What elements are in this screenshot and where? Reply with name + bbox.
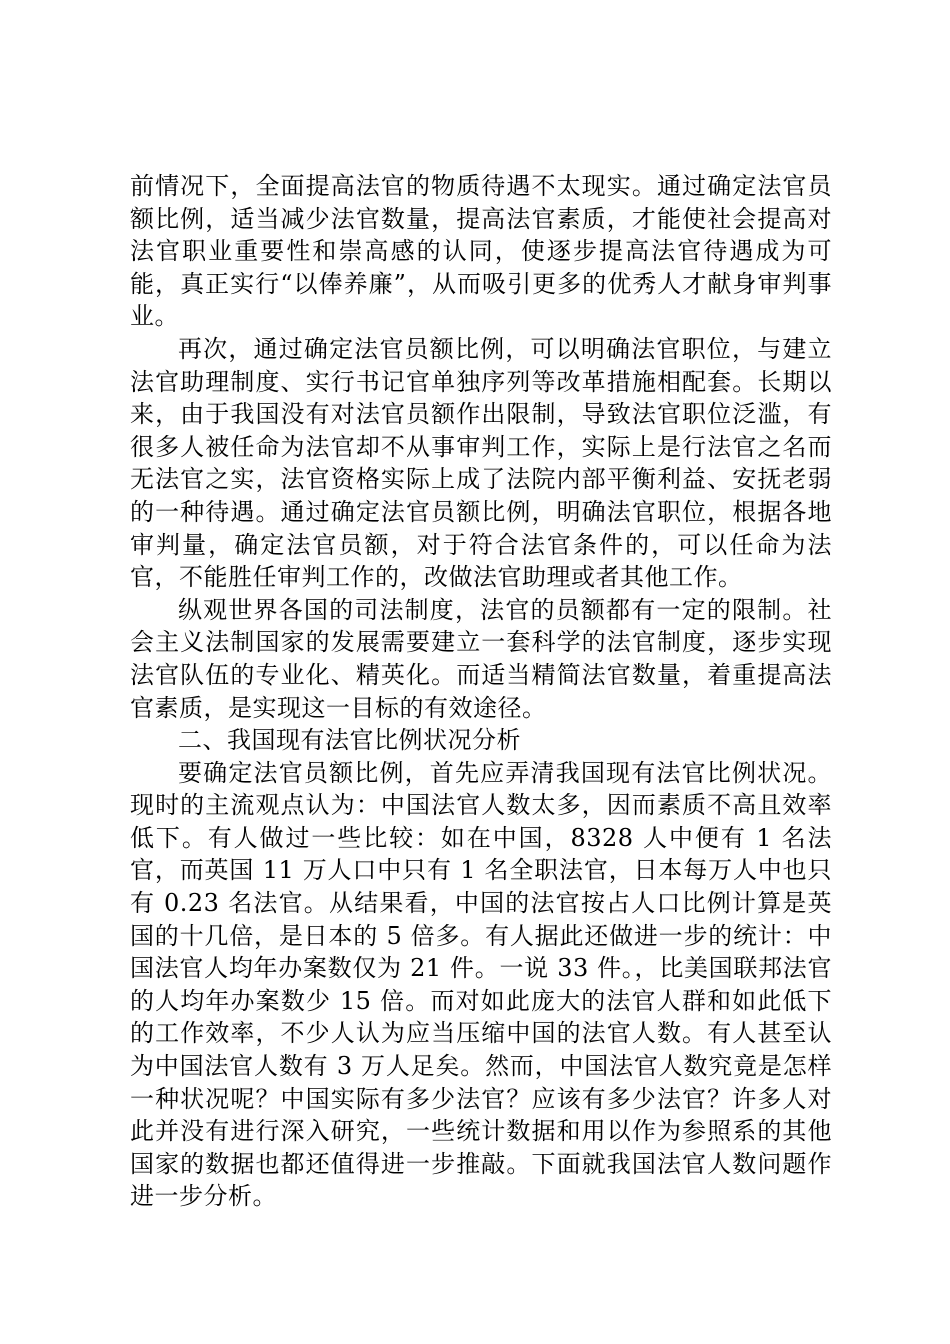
section-heading: 二、我国现有法官比例状况分析 <box>178 726 521 755</box>
paragraph-continuation: 前情况下，全面提高法官的物质待遇不太现实。通过确定法官员额比例，适当减少法官数量，提高法官素质，才能使社会提高对法官职业重要性和崇高感的认同，使逐步提高法官待遇成为可能，真正实行“以俸养廉”，从而吸引更多的优秀人才献身审判事业。 <box>130 172 832 331</box>
paragraph-overview: 纵观世界各国的司法制度，法官的员额都有一定的限制。社会主义法制国家的发展需要建立一套科学的法官制度，逐步实现法官队伍的专业化、精英化。而适当精简法官数量，着重提高法官素质，是实现这一目标的有效途径。 <box>130 595 832 722</box>
document-body <box>130 170 832 1213</box>
paragraph-next: 再次，通过确定法官员额比例，可以明确法官职位，与建立法官助理制度、实行书记官单独序列等改革措施相配套。长期以来，由于我国没有对法官员额作出限制，导致法官职位泛滥，有很多人被任命为法官却不从事审判工作，实际上是行法官之名而无法官之实，法官资格实际上成了法院内部平衡利益、安抚老弱的一种待遇。通过确定法官员额比例，明确法官职位，根据各地审判量，确定法官员额，对于符合法官条件的，可以任命为法官，不能胜任审判工作的，改做法官助理或者其他工作。 <box>130 334 832 592</box>
paragraph-analysis: 要确定法官员额比例，首先应弄清我国现有法官比例状况。现时的主流观点认为：中国法官人数太多，因而素质不高且效率低下。有人做过一些比较：如在中国，8328 人中便有 1 名法官，而英国 11 万人口中只有 1 名全职法官，日本每万人中也只有 0.23 名法官。从结果看，中国的法官按占人口比例计算是英国的十几倍，是日本的 5 倍多。有人据此还做进一步的统计：中国法官人均年办案数仅为 21 件。一说 33 件。，比美国联邦法官的人均年办案数少 15 倍。而对如此庞大的法官人群和如此低下的工作效率，不少人认为应当压缩中国的法官人数。有人甚至认为中国法官人数有 3 万人足矣。然而，中国法官人数究竟是怎样一种状况呢？中国实际有多少法官？应该有多少法官？许多人对此并没有进行深入研究，一些统计数据和用以作为参照系的其他国家的数据也都还值得进一步推敲。下面就我国法官人数问题作进一步分析。 <box>130 758 832 1211</box>
